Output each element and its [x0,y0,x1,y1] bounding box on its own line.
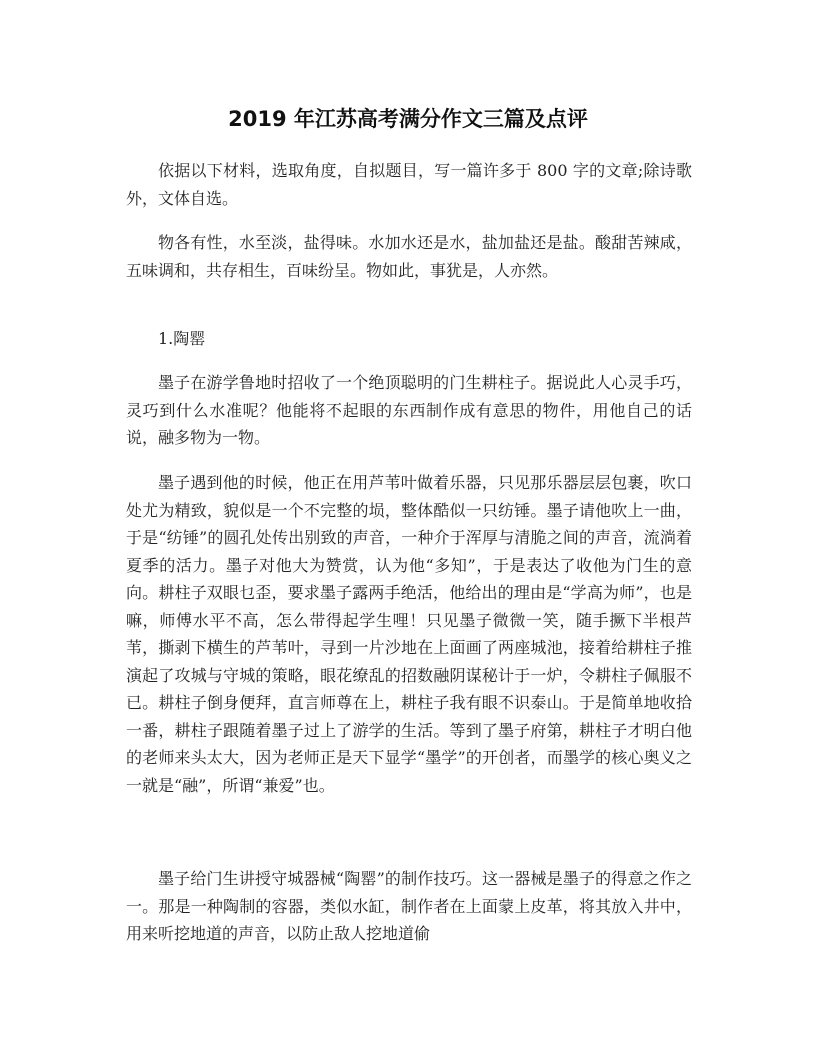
essay-heading: 1.陶罂 [158,329,206,348]
document-title: 2019 年江苏高考满分作文三篇及点评 [228,107,588,131]
essay-paragraph-2 [126,469,692,799]
prompt-text: 依据以下材料，选取角度，自拟题目，写一篇许多于 800 字的文章;除诗歌外，文体自选。 [126,161,692,208]
essay-paragraph-1-text: 墨子在游学鲁地时招收了一个绝顶聪明的门生耕柱子。据说此人心灵手巧，灵巧到什么水准呢？他能将不起眼的东西制作成有意思的物件，用他自己的话说，融多物为一物。 [126,373,692,447]
essay-paragraph-2-text: 墨子遇到他的时候，他正在用芦苇叶做着乐器，只见那乐器层层包裹，吹口处尤为精致，貌似是一个不完整的埙，整体酷似一只纺锤。墨子请他吹上一曲，于是“纺锤”的圆孔处传出别致的声音，一种介于浑厚与清脆之间的声音，流淌着夏季的活力。墨子对他大为赞赏，认为他“多知”，于是表达了收他为门生的意向。耕柱子双眼乜歪，要求墨子露两手绝活，他给出的理由是“学高为师”，也是嘛，师傅水平不高，怎么带得起学生哩！只见墨子微微一笑，随手撅下半根芦苇，撕剥下横生的芦苇叶，寻到一片沙地在上面画了两座城池，接着给耕柱子推演起了攻城与守城的策略，眼花缭乱的招数融阴谋秘计于一炉，令耕柱子佩服不已。耕柱子倒身便拜，直言师尊在上，耕柱子我有眼不识泰山。于是简单地收拾一番，耕柱子跟随着墨子过上了游学的生活。等到了墨子府第，耕柱子才明白他的老师来头太大，因为老师正是天下显学“墨学”的开创者，而墨学的核心奥义之一就是“融”，所谓“兼爱”也。 [126,473,692,795]
material-paragraph [126,229,692,284]
essay-paragraph-1 [126,369,692,452]
material-text: 物各有性，水至淡，盐得味。水加水还是水，盐加盐还是盐。酸甜苦辣咸，五味调和，共存相生，百味纷呈。物如此，事犹是，人亦然。 [126,233,692,280]
essay-paragraph-3 [126,865,692,948]
prompt-paragraph [126,157,692,212]
essay-paragraph-3-text: 墨子给门生讲授守城器械“陶罂”的制作技巧。这一器械是墨子的得意之作之一。那是一种陶制的容器，类似水缸，制作者在上面蒙上皮革，将其放入井中，用来听挖地道的声音，以防止敌人挖地道偷 [126,869,692,943]
